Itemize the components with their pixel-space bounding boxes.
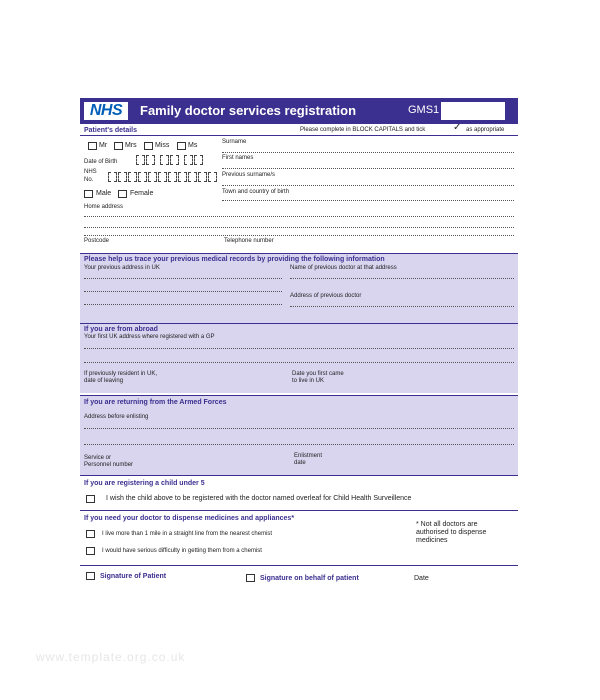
dob-digit[interactable]	[170, 155, 179, 165]
town-country-label: Town and country of birth	[222, 189, 290, 195]
child-statement: I wish the child above to be registered with the doctor named overleaf for Child Health Surveillence	[106, 495, 412, 502]
form-title: Family doctor services registration	[140, 103, 357, 118]
nhs-digit[interactable]	[118, 172, 127, 182]
watermark: www.template.org.co.uk	[36, 650, 186, 664]
nhs-digit[interactable]	[208, 172, 217, 182]
divider	[80, 475, 518, 476]
dispense-option-1-checkbox[interactable]	[86, 530, 95, 538]
dispense-option-1-label: I live more than 1 mile in a straight line from the nearest chemist	[102, 531, 273, 537]
prev-address-field[interactable]	[84, 291, 282, 292]
signature-patient-checkbox[interactable]	[86, 572, 95, 580]
divider	[80, 565, 518, 566]
forces-section-title: If you are returning from the Armed Forces	[84, 399, 227, 406]
home-address-label: Home address	[84, 204, 124, 210]
title-mr-label: Mr	[99, 142, 108, 149]
date-came-label-2: to live in UK	[292, 378, 325, 384]
nhs-digit[interactable]	[178, 172, 187, 182]
previous-surname-label: Previous surname/s	[222, 172, 276, 178]
prev-doctor-label: Name of previous doctor at that address	[290, 265, 397, 271]
nhs-digit[interactable]	[138, 172, 147, 182]
prev-resident-label: If previously resident in UK,	[84, 371, 158, 377]
dob-digit[interactable]	[160, 155, 169, 165]
dob-digit[interactable]	[184, 155, 193, 165]
home-address-field[interactable]	[84, 216, 514, 217]
date-leaving-label: date of leaving	[84, 378, 124, 384]
first-uk-address-label: Your first UK address where registered with a GP	[84, 334, 215, 340]
dispense-option-2-checkbox[interactable]	[86, 547, 95, 555]
address-before-field[interactable]	[84, 444, 514, 445]
dob-digit[interactable]	[146, 155, 155, 165]
signature-date-label: Date	[414, 575, 429, 582]
registration-form	[80, 98, 518, 596]
dob-digit[interactable]	[194, 155, 203, 165]
child-checkbox[interactable]	[86, 495, 95, 503]
dispense-note-3: medicines	[416, 537, 448, 544]
form-code: GMS1	[408, 104, 440, 116]
child-section-title: If you are registering a child under 5	[84, 480, 205, 487]
nhs-logo: NHS	[84, 102, 128, 120]
dispense-section-title: If you need your doctor to dispense medicines and appliances*	[84, 515, 295, 522]
signature-behalf-checkbox[interactable]	[246, 574, 255, 582]
male-checkbox[interactable]	[84, 190, 93, 198]
instruction-suffix: as appropriate	[466, 127, 505, 133]
nhs-digit[interactable]	[108, 172, 117, 182]
title-mr-checkbox[interactable]	[88, 142, 97, 150]
title-ms-checkbox[interactable]	[177, 142, 186, 150]
first-uk-address-field[interactable]	[84, 362, 514, 363]
personnel-number-label: Personnel number	[84, 462, 134, 468]
address-before-field[interactable]	[84, 428, 514, 429]
medical-records-section	[80, 253, 518, 323]
telephone-label: Telephone number	[224, 238, 274, 244]
patient-section-title: Patient's details	[84, 127, 138, 134]
nhs-digit[interactable]	[158, 172, 167, 182]
prev-address-field[interactable]	[84, 278, 282, 279]
town-country-field[interactable]	[222, 200, 514, 201]
first-names-label: First names	[222, 155, 254, 161]
divider	[80, 510, 518, 511]
nhs-no-label: No.	[84, 177, 94, 183]
postcode-field[interactable]	[84, 235, 514, 236]
dob-digit[interactable]	[136, 155, 145, 165]
title-miss-label: Miss	[155, 142, 170, 149]
first-uk-address-field[interactable]	[84, 348, 514, 349]
title-mrs-label: Mrs	[125, 142, 137, 149]
dispense-note-1: * Not all doctors are	[416, 521, 478, 528]
signature-behalf-label: Signature on behalf of patient	[260, 575, 359, 582]
first-names-field[interactable]	[222, 168, 514, 169]
form-header	[80, 98, 518, 124]
male-label: Male	[96, 190, 112, 197]
surname-field[interactable]	[222, 152, 514, 153]
female-checkbox[interactable]	[118, 190, 127, 198]
divider	[80, 395, 518, 396]
nhs-digit[interactable]	[168, 172, 177, 182]
nhs-digit[interactable]	[128, 172, 137, 182]
dispense-option-2-label: I would have serious difficulty in getting them from a chemist	[102, 548, 262, 554]
enlistment-label: Enlistment	[294, 453, 323, 459]
service-label: Service or	[84, 455, 112, 461]
prev-doctor-field[interactable]	[290, 278, 514, 279]
dob-label: Date of Birth	[84, 159, 118, 165]
nhs-digit[interactable]	[198, 172, 207, 182]
date-came-label: Date you first came	[292, 371, 344, 377]
instruction-text: Please complete in BLOCK CAPITALS and tick	[300, 127, 426, 133]
prev-address-label: Your previous address in UK	[84, 265, 160, 271]
prev-address-field[interactable]	[84, 304, 282, 305]
postcode-label: Postcode	[84, 238, 110, 244]
divider	[80, 323, 518, 324]
form-code-input[interactable]	[441, 102, 505, 120]
nhs-label: NHS	[84, 169, 97, 175]
title-ms-label: Ms	[188, 142, 198, 149]
title-mrs-checkbox[interactable]	[114, 142, 123, 150]
surname-label: Surname	[222, 139, 247, 145]
address-before-label: Address before enlisting	[84, 414, 149, 420]
divider	[80, 253, 518, 254]
nhs-digit[interactable]	[148, 172, 157, 182]
tick-icon: ✓	[453, 122, 462, 133]
signature-patient-label: Signature of Patient	[100, 573, 167, 580]
nhs-digit[interactable]	[188, 172, 197, 182]
divider	[80, 135, 518, 136]
female-label: Female	[130, 190, 154, 197]
previous-surname-field[interactable]	[222, 185, 514, 186]
prev-doctor-address-field[interactable]	[290, 306, 514, 307]
home-address-field[interactable]	[84, 227, 514, 228]
title-miss-checkbox[interactable]	[144, 142, 153, 150]
enlistment-date-label: date	[294, 460, 306, 466]
prev-doctor-address-label: Address of previous doctor	[290, 293, 362, 299]
abroad-section-title: If you are from abroad	[84, 326, 158, 333]
dispense-note-2: authorised to dispense	[416, 529, 487, 536]
medical-section-title: Please help us trace your previous medical records by providing the following information	[84, 256, 385, 263]
